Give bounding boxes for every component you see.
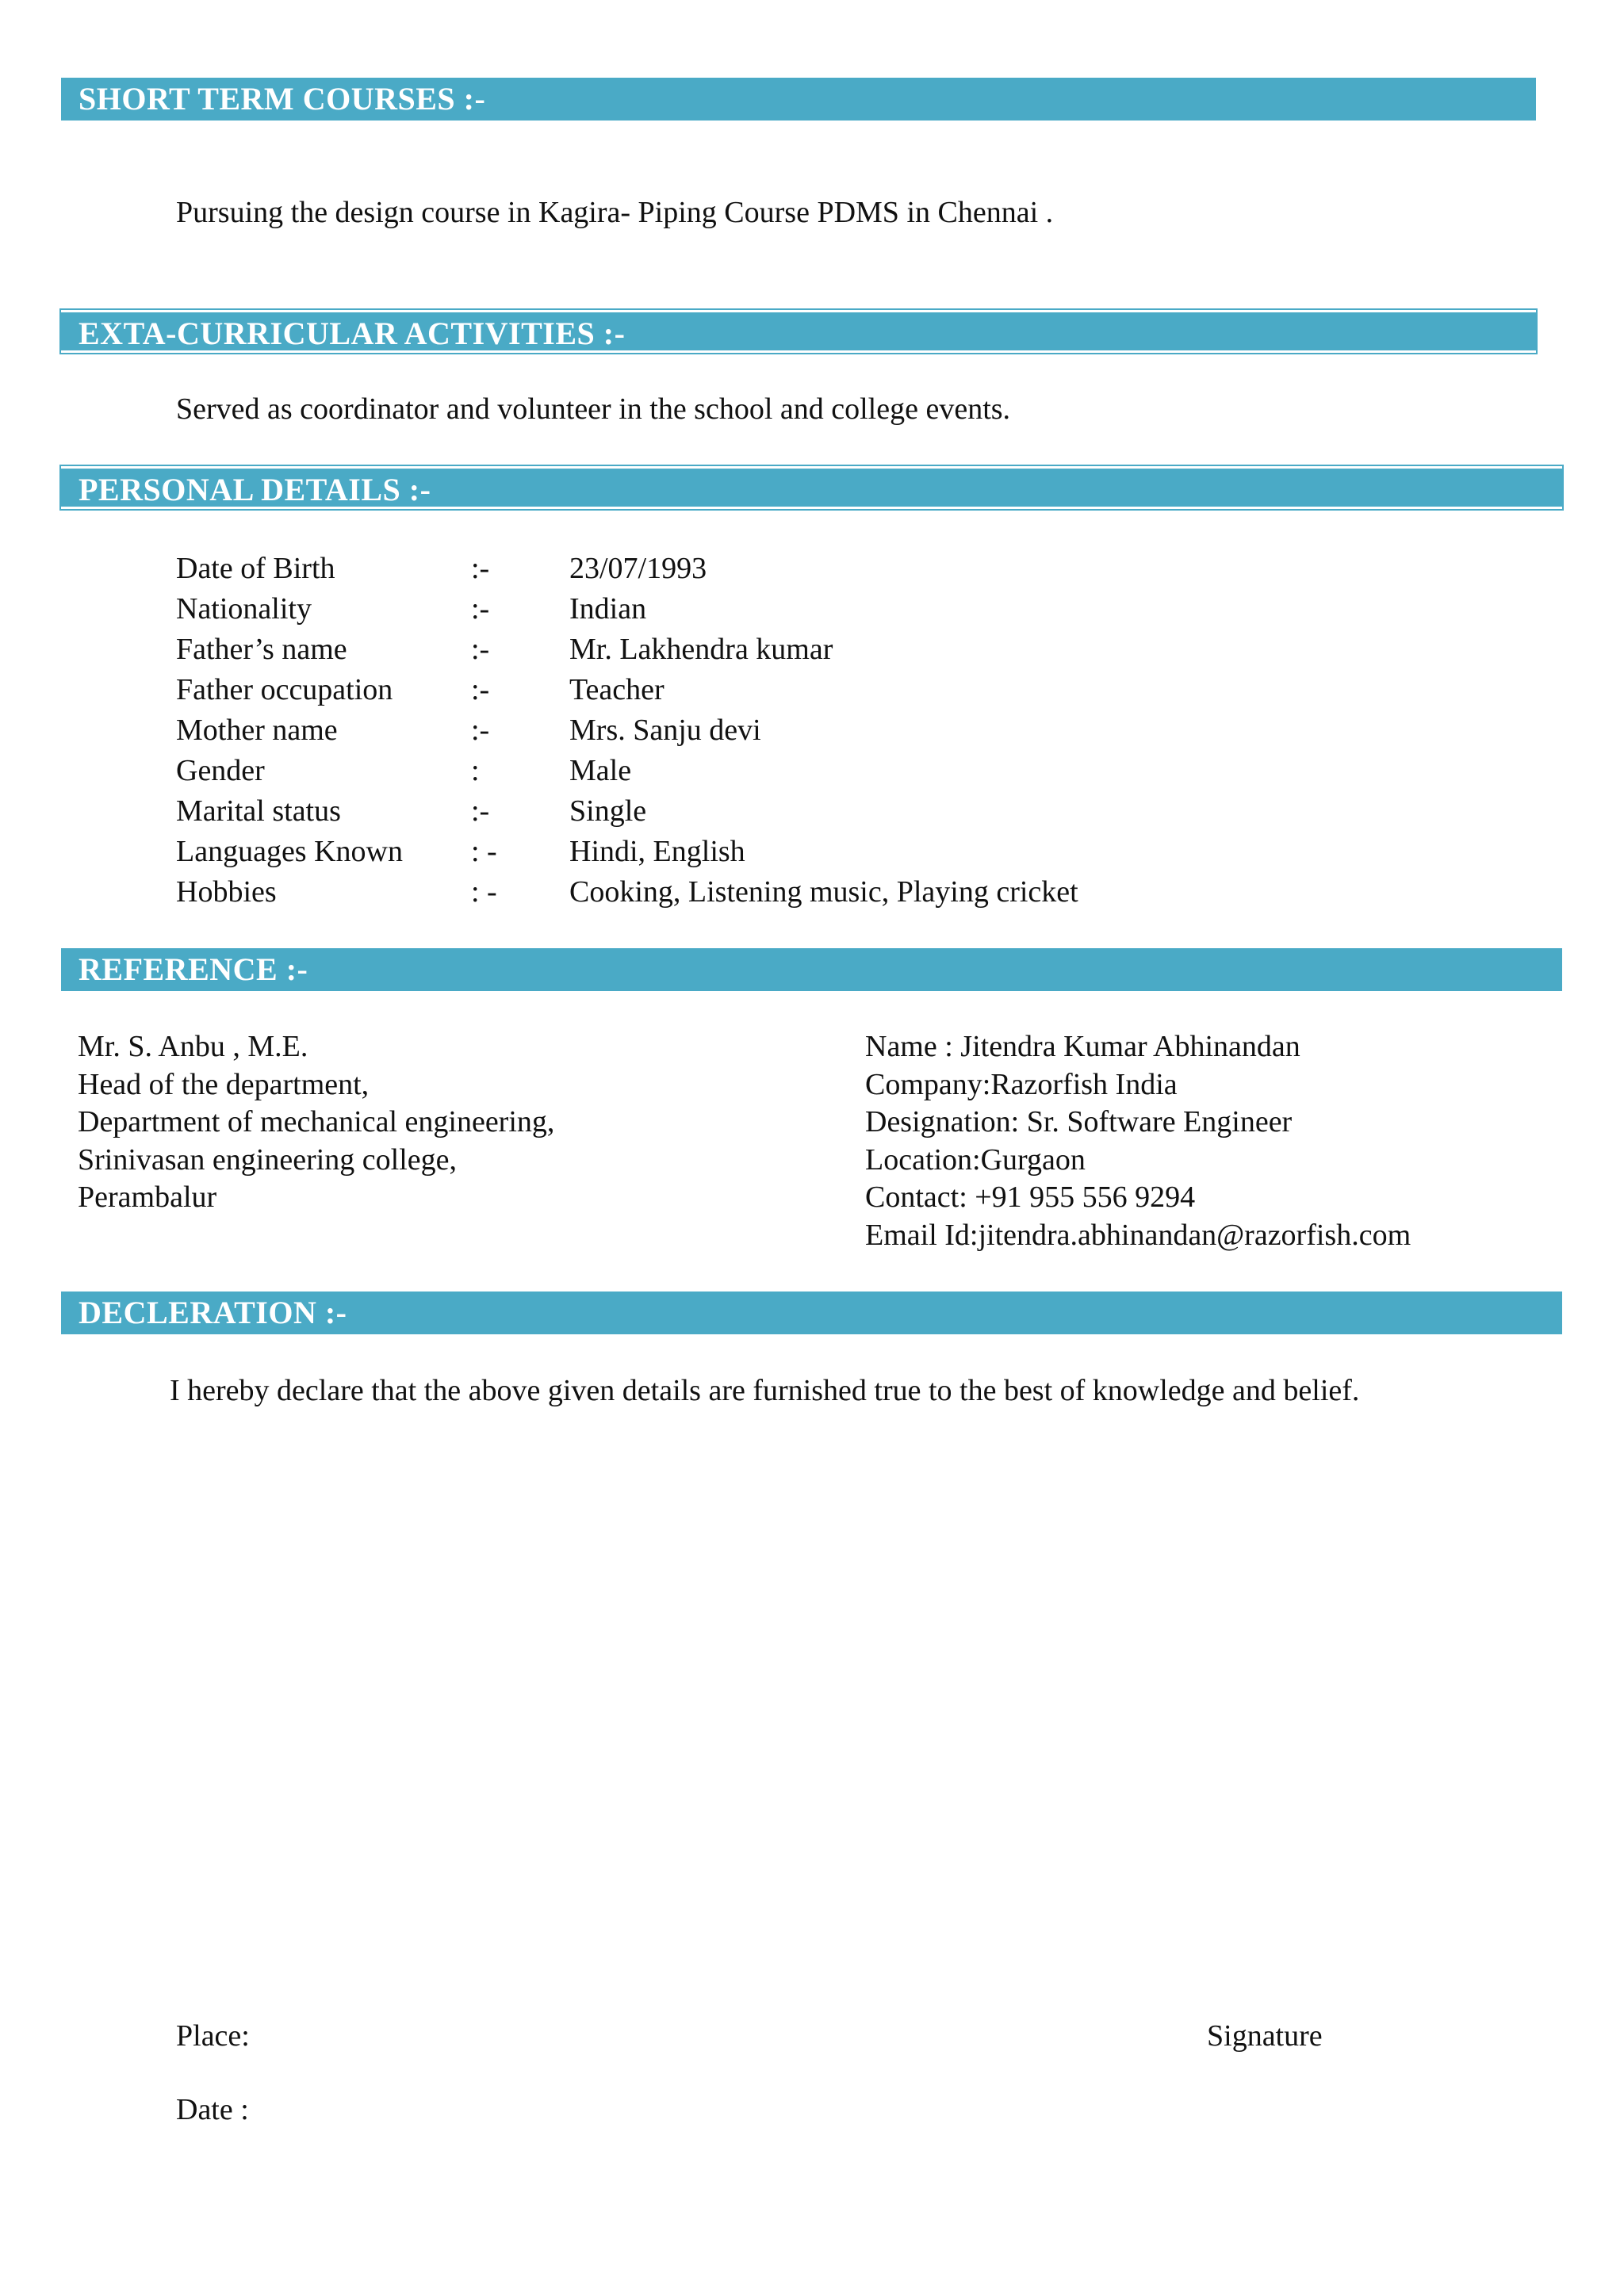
- reference-left-block: [78, 1028, 554, 1217]
- place-label: Place:: [176, 2019, 250, 2053]
- detail-value: Indian: [569, 592, 647, 626]
- detail-separator: : -: [471, 835, 497, 868]
- detail-separator: :-: [471, 673, 490, 706]
- reference-right-block: [865, 1028, 1411, 1254]
- reference-left-line: Head of the department,: [78, 1067, 370, 1101]
- declaration-text: I hereby declare that the above given details are furnished true to the best of knowledge and belief.: [170, 1374, 1360, 1407]
- reference-heading: REFERENCE :-: [61, 948, 1562, 991]
- detail-value: Male: [569, 754, 632, 787]
- detail-value: Teacher: [569, 673, 665, 706]
- detail-value: Cooking, Listening music, Playing cricket: [569, 875, 1078, 909]
- extracurricular-text: Served as coordinator and volunteer in the school and college events.: [176, 392, 1011, 426]
- detail-separator: :-: [471, 552, 490, 585]
- short-term-courses-text: Pursuing the design course in Kagira- Piping Course PDMS in Chennai .: [176, 196, 1054, 229]
- personal-details-heading: PERSONAL DETAILS :-: [61, 466, 1562, 509]
- detail-value: Hindi, English: [569, 835, 745, 868]
- detail-label: Father occupation: [176, 673, 393, 706]
- detail-label: Date of Birth: [176, 552, 335, 585]
- reference-right-line: Location:Gurgaon: [865, 1142, 1086, 1177]
- detail-label: Nationality: [176, 592, 312, 626]
- reference-left-line: Perambalur: [78, 1181, 217, 1214]
- detail-label: Father’s name: [176, 633, 347, 666]
- extracurricular-heading: EXTA-CURRICULAR ACTIVITIES :-: [61, 310, 1536, 353]
- detail-separator: :-: [471, 714, 490, 747]
- detail-value: Single: [569, 794, 647, 828]
- detail-separator: :: [471, 754, 480, 787]
- short-term-courses-heading: SHORT TERM COURSES :-: [61, 78, 1536, 121]
- detail-separator: : -: [471, 875, 497, 909]
- reference-left-line: Mr. S. Anbu , M.E.: [78, 1030, 308, 1063]
- detail-label: Gender: [176, 754, 265, 787]
- date-label: Date :: [176, 2093, 249, 2126]
- detail-separator: :-: [471, 592, 490, 626]
- detail-separator: :-: [471, 794, 490, 828]
- detail-label: Marital status: [176, 794, 341, 828]
- reference-left-line: Srinivasan engineering college,: [78, 1142, 458, 1177]
- declaration-heading: DECLERATION :-: [61, 1292, 1562, 1334]
- detail-separator: :-: [471, 633, 490, 666]
- reference-right-line: Designation: Sr. Software Engineer: [865, 1105, 1293, 1138]
- detail-value: Mrs. Sanju devi: [569, 714, 761, 747]
- detail-value: Mr. Lakhendra kumar: [569, 633, 833, 666]
- detail-value: 23/07/1993: [569, 552, 707, 585]
- reference-right-line: Name : Jitendra Kumar Abhinandan: [865, 1030, 1300, 1063]
- detail-label: Hobbies: [176, 875, 277, 909]
- detail-label: Mother name: [176, 714, 338, 747]
- reference-right-line: Contact: +91 955 556 9294: [865, 1181, 1196, 1214]
- reference-left-line: Department of mechanical engineering,: [78, 1105, 555, 1138]
- detail-label: Languages Known: [176, 835, 403, 868]
- reference-right-line: Company:Razorfish India: [865, 1067, 1178, 1101]
- reference-right-line: Email Id:jitendra.abhinandan@razorfish.com: [865, 1218, 1411, 1252]
- signature-label: Signature: [1207, 2019, 1323, 2053]
